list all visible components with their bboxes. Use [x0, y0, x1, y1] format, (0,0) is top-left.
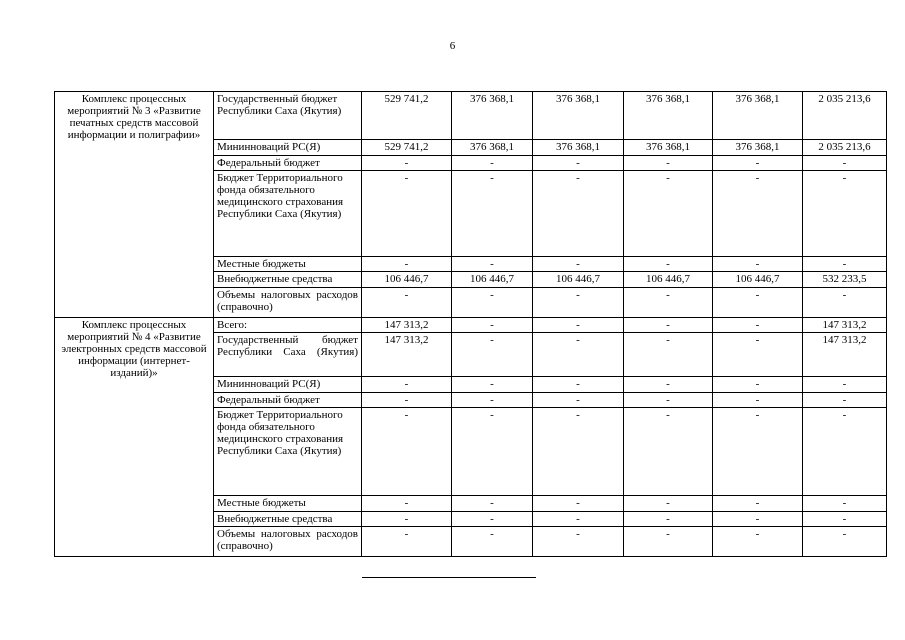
value-cell: -	[713, 408, 803, 496]
source-cell: Бюджет Территориального фонда обязательного медицинского страхования Республики Саха (Якутия)	[214, 171, 362, 257]
value-cell: -	[624, 496, 713, 512]
value-cell: -	[624, 156, 713, 171]
table-row	[55, 318, 887, 333]
value-cell: -	[362, 156, 452, 171]
footer-separator-line	[362, 577, 536, 578]
source-cell: Местные бюджеты	[214, 257, 362, 272]
value-cell: 529 741,2	[362, 140, 452, 156]
value-cell: -	[803, 156, 887, 171]
value-cell: -	[624, 333, 713, 377]
value-cell: 147 313,2	[803, 318, 887, 333]
value-cell: -	[452, 171, 533, 257]
value-cell: -	[533, 512, 624, 527]
value-cell: 376 368,1	[452, 140, 533, 156]
program-cell: Комплекс процессных мероприятий № 4 «Развитие электронных средств массовой информации (интернет-изданий)»	[55, 318, 214, 557]
source-cell: Мининноваций РС(Я)	[214, 377, 362, 393]
source-cell: Мининноваций РС(Я)	[214, 140, 362, 156]
value-cell: -	[362, 408, 452, 496]
value-cell: -	[533, 288, 624, 318]
value-cell: -	[362, 257, 452, 272]
value-cell: -	[452, 257, 533, 272]
table-row	[55, 92, 887, 140]
value-cell: -	[713, 257, 803, 272]
source-cell: Государственный бюджет Республики Саха (Якутия)	[214, 333, 362, 377]
program-cell: Комплекс процессных мероприятий № 3 «Развитие печатных средств массовой информации и полиграфии»	[55, 92, 214, 318]
value-cell: 532 233,5	[803, 272, 887, 288]
value-cell: -	[362, 171, 452, 257]
value-cell: -	[452, 377, 533, 393]
value-cell: -	[452, 408, 533, 496]
value-cell: -	[452, 527, 533, 557]
value-cell: -	[533, 156, 624, 171]
source-cell: Местные бюджеты	[214, 496, 362, 512]
value-cell: -	[624, 171, 713, 257]
value-cell: 376 368,1	[713, 92, 803, 140]
value-cell: -	[624, 408, 713, 496]
value-cell: 106 446,7	[624, 272, 713, 288]
value-cell: -	[533, 333, 624, 377]
value-cell: -	[713, 171, 803, 257]
value-cell: -	[362, 496, 452, 512]
value-cell: -	[533, 496, 624, 512]
value-cell: -	[533, 318, 624, 333]
value-cell: 2 035 213,6	[803, 140, 887, 156]
value-cell: -	[713, 527, 803, 557]
value-cell: -	[362, 288, 452, 318]
value-cell: -	[713, 318, 803, 333]
value-cell: -	[803, 408, 887, 496]
value-cell: -	[624, 318, 713, 333]
value-cell: -	[713, 377, 803, 393]
value-cell: -	[624, 512, 713, 527]
budget-table	[54, 91, 887, 557]
value-cell: -	[713, 496, 803, 512]
value-cell: -	[803, 512, 887, 527]
value-cell: -	[452, 496, 533, 512]
value-cell: -	[713, 288, 803, 318]
value-cell: -	[803, 257, 887, 272]
value-cell: 376 368,1	[624, 92, 713, 140]
source-cell: Всего:	[214, 318, 362, 333]
value-cell: 106 446,7	[713, 272, 803, 288]
value-cell: -	[533, 171, 624, 257]
value-cell: -	[803, 393, 887, 408]
value-cell: 106 446,7	[452, 272, 533, 288]
source-cell: Внебюджетные средства	[214, 272, 362, 288]
value-cell: 106 446,7	[533, 272, 624, 288]
value-cell: -	[624, 257, 713, 272]
value-cell: -	[452, 393, 533, 408]
value-cell: -	[533, 377, 624, 393]
value-cell: -	[624, 527, 713, 557]
value-cell: -	[362, 527, 452, 557]
value-cell: -	[803, 377, 887, 393]
value-cell: -	[362, 393, 452, 408]
value-cell: -	[533, 393, 624, 408]
value-cell: -	[803, 288, 887, 318]
value-cell: -	[803, 496, 887, 512]
value-cell: -	[533, 257, 624, 272]
value-cell: -	[452, 318, 533, 333]
value-cell: 106 446,7	[362, 272, 452, 288]
source-cell: Объемы налоговых расходов (справочно)	[214, 527, 362, 557]
value-cell: -	[452, 288, 533, 318]
value-cell: 147 313,2	[803, 333, 887, 377]
value-cell: 147 313,2	[362, 333, 452, 377]
value-cell: -	[624, 377, 713, 393]
value-cell: 376 368,1	[624, 140, 713, 156]
value-cell: 376 368,1	[533, 140, 624, 156]
value-cell: -	[713, 512, 803, 527]
value-cell: -	[713, 156, 803, 171]
value-cell: -	[533, 408, 624, 496]
value-cell: -	[803, 171, 887, 257]
source-cell: Государственный бюджет Республики Саха (Якутия)	[214, 92, 362, 140]
value-cell: 376 368,1	[713, 140, 803, 156]
value-cell: -	[533, 527, 624, 557]
value-cell: 376 368,1	[533, 92, 624, 140]
value-cell: -	[713, 393, 803, 408]
value-cell: 376 368,1	[452, 92, 533, 140]
source-cell: Объемы налоговых расходов (справочно)	[214, 288, 362, 318]
value-cell: -	[624, 288, 713, 318]
source-cell: Внебюджетные средства	[214, 512, 362, 527]
value-cell: -	[803, 527, 887, 557]
value-cell: -	[713, 333, 803, 377]
value-cell: 529 741,2	[362, 92, 452, 140]
value-cell: -	[624, 393, 713, 408]
value-cell: -	[452, 512, 533, 527]
value-cell: -	[452, 333, 533, 377]
value-cell: 147 313,2	[362, 318, 452, 333]
value-cell: -	[362, 512, 452, 527]
value-cell: -	[452, 156, 533, 171]
page-number: 6	[449, 40, 456, 52]
value-cell: -	[362, 377, 452, 393]
source-cell: Федеральный бюджет	[214, 393, 362, 408]
value-cell: 2 035 213,6	[803, 92, 887, 140]
source-cell: Федеральный бюджет	[214, 156, 362, 171]
source-cell: Бюджет Территориального фонда обязательного медицинского страхования Республики Саха (Якутия)	[214, 408, 362, 496]
